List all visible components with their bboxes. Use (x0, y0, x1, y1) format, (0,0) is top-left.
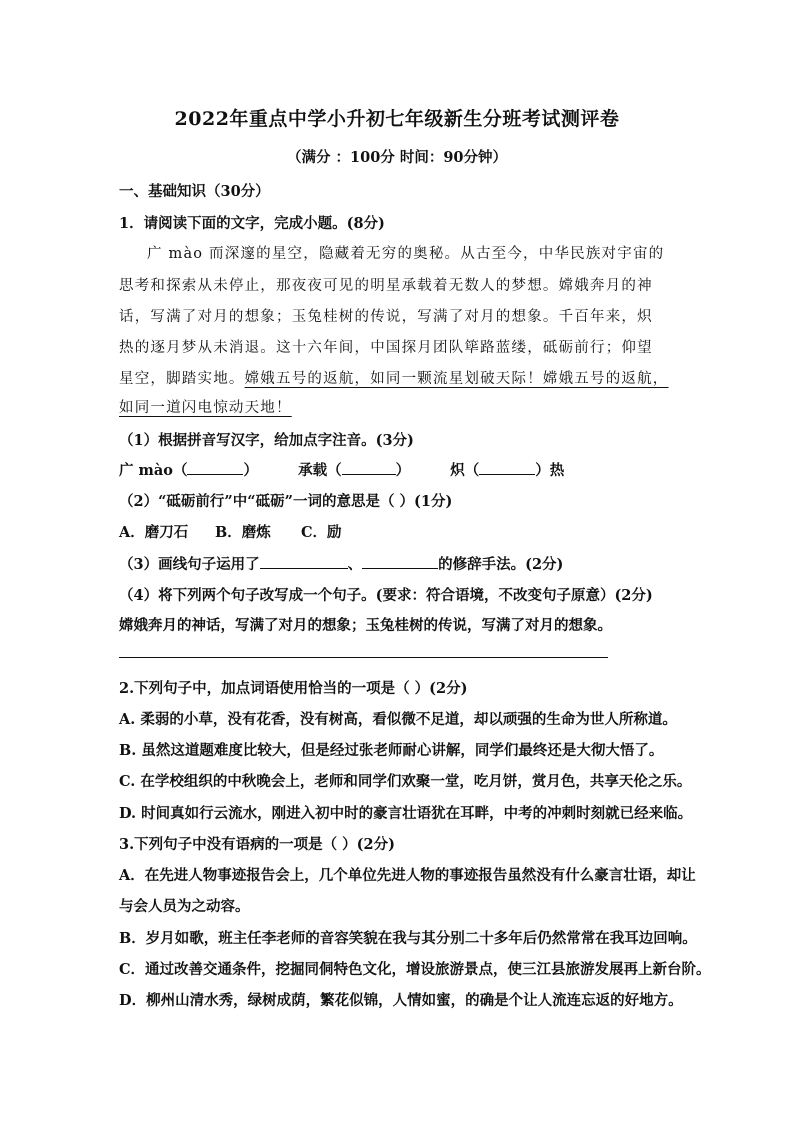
q2-prompt: 2.下列句子中，加点词语使用恰当的一项是（ ）(2分) (119, 680, 468, 697)
q3-option-c: C．通过改善交通条件，挖掘同侗特色文化，增设旅游景点，使三江县旅游发展再上新台阶。 (119, 961, 711, 978)
q2-option-a: A. 柔弱的小草，没有花香，没有树高，看似微不足道，却以顽强的生命为世人所称道。 (119, 711, 677, 728)
q1-sub4-prompt: （4）将下列两个句子改写成一个句子。(要求：符合语境，不改变句子原意）(2分) (119, 587, 653, 604)
answer-blank[interactable] (342, 460, 396, 475)
answer-blank[interactable] (187, 460, 243, 475)
option-c: C．励 (301, 524, 342, 541)
passage-line (119, 367, 669, 388)
q3-option-b: B．岁月如歌，班主任李老师的音容笑貌在我与其分别二十多年后仍然常常在我耳边回响。 (119, 930, 697, 947)
passage-text: 星空，脚踏实地。 (119, 371, 245, 387)
q2-option-b: B. 虽然这道题难度比较大，但是经过张老师耐心讲解，同学们最终还是大彻大悟了。 (119, 742, 664, 759)
q1-sub2-options (119, 521, 342, 542)
q1-sub1-items: 广 mào（ ） 承载（ ） 炽（ ）热 (119, 462, 565, 479)
underlined-sentence: 嫦娥五号的返航，如同一颗流星划破天际！嫦娥五号的返航， (244, 371, 669, 387)
answer-blank[interactable] (362, 554, 438, 569)
q3-prompt: 3.下列句子中没有语病的一项是（ ）(2分) (119, 836, 395, 853)
answer-blank[interactable] (260, 554, 348, 569)
answer-line[interactable] (119, 657, 608, 658)
q1-sub1-prompt: （1）根据拼音写汉字，给加点字注音。(3分) (119, 432, 414, 449)
q2-option-d: D. 时间真如行云流水，刚进入初中时的豪言壮语犹在耳畔，中考的冲刺时刻就已经来临。 (119, 805, 693, 822)
q1-sub2-prompt: （2）“砥砺前行”中“砥砺”一词的意思是（ ）(1分) (119, 493, 453, 510)
answer-blank[interactable] (479, 460, 535, 475)
q3-option-a: A．在先进人物事迹报告会上，几个单位先进人物的事迹报告虽然没有什么豪言壮语，却让 (119, 867, 696, 884)
passage-line: 热的逐月梦从未消退。这十六年间，中国探月团队筚路蓝缕，砥砺前行；仰望 (119, 340, 653, 356)
underlined-sentence: 如同一道闪电惊动天地！ (119, 400, 292, 416)
section-heading: 一、基础知识（30分） (119, 183, 270, 200)
passage-line: 思考和探索从未停止，那夜夜可见的明星承载着无数人的梦想。嫦娥奔月的神 (119, 278, 653, 294)
q1-sub4-sentence: 嫦娥奔月的神话，写满了对月的想象；玉兔桂树的传说，写满了对月的想象。 (119, 617, 612, 634)
option-b: B．磨炼 (215, 524, 271, 541)
q3-option-a-cont: 与会人员为之动容。 (119, 898, 250, 915)
passage-line: 广 mào 而深邃的星空，隐藏着无穷的奥秘。从古至今，中华民族对宇宙的 (147, 246, 665, 262)
q2-option-c: C. 在学校组织的中秋晚会上，老师和同学们欢聚一堂，吃月饼，赏月色，共享天伦之乐。 (119, 773, 692, 790)
q1-prompt: 1．请阅读下面的文字，完成小题。(8分) (119, 215, 385, 232)
q1-sub3: （3）画线句子运用了 、 的修辞手法。(2分) (119, 556, 564, 573)
exam-title: 2022年重点中学小升初七年级新生分班考试测评卷 (174, 108, 620, 130)
passage-line: 话，写满了对月的想象；玉兔桂树的传说，写满了对月的想象。千百年来，炽 (119, 309, 653, 325)
option-a: A．磨刀石 (119, 524, 189, 541)
q3-option-d: D．柳州山清水秀，绿树成荫，繁花似锦，人情如蜜，的确是个让人流连忘返的好地方。 (119, 992, 683, 1009)
exam-subtitle: （满分 ：100分 时间：90分钟） (286, 149, 508, 166)
